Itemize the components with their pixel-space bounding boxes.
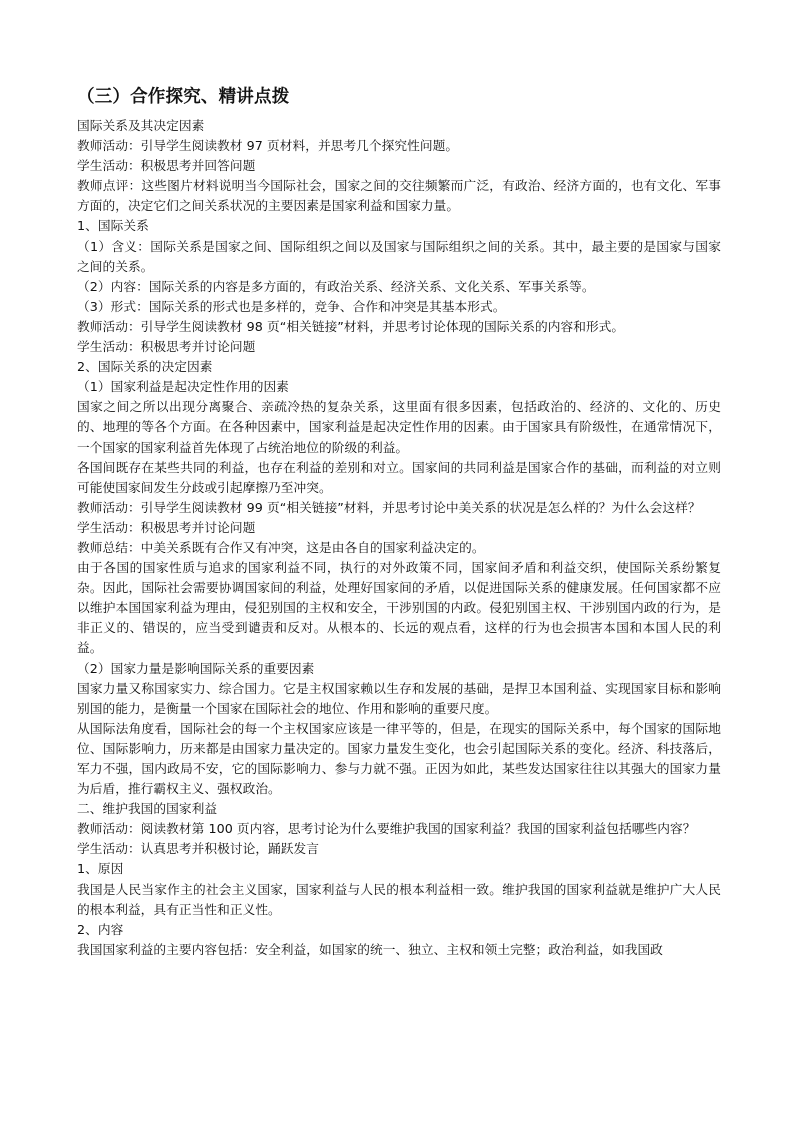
paragraph-student-activity-4: 学生活动：认真思考并积极讨论，踊跃发言 [77,841,320,857]
paragraph-teacher-comment: 教师点评：这些图片材料说明当今国际社会，国家之间的交往频繁而广泛，有政治、经济方面的，也有文化、军事方面的，决定它们之间关系状况的主要因素是国家利益和国家力量。 [77,178,721,214]
paragraph-teacher-activity-4: 教师活动：阅读教材第 100 页内容，思考讨论为什么要维护我国的国家利益？我国的国家利益包括哪些内容？ [77,821,696,837]
paragraph-student-activity-3: 学生活动：积极思考并讨论问题 [77,519,256,535]
paragraph-section-two-heading: 二、维护我国的国家利益 [77,801,218,817]
document-body [77,116,721,960]
paragraph-student-activity-2: 学生活动：积极思考并讨论问题 [77,339,256,355]
paragraph-content-heading: 2、内容 [77,921,124,937]
paragraph-national-interest-body-1: 国家之间之所以出现分离聚合、亲疏冷热的复杂关系，这里面有很多因素，包括政治的、经济的、文化的、历史的、地理的等各个方面。在各种因素中，国家利益是起决定性作用的因素。由于国家具有阶级性，在通常情况下，一个国家的国家利益首先体现了占统治地位的阶级的利益。 [77,399,721,455]
paragraph-national-interest-body-2: 各国间既存在某些共同的利益，也存在利益的差别和对立。国家间的共同利益是国家合作的基础，而利益的对立则可能使国家间发生分歧或引起摩擦乃至冲突。 [77,459,721,495]
paragraph-topic-title: 国际关系及其决定因素 [77,118,205,133]
paragraph-national-interest-heading: （1）国家利益是起决定性作用的因素 [77,379,289,395]
paragraph-content: （2）内容：国际关系的内容是多方面的，有政治关系、经济关系、文化关系、军事关系等。 [77,278,595,294]
paragraph-reason-body: 我国是人民当家作主的社会主义国家，国家利益与人民的根本利益相一致。维护我国的国家利益就是维护广大人民的根本利益，具有正当性和正义性。 [77,881,721,917]
paragraph-teacher-activity-3: 教师活动：引导学生阅读教材 99 页“相关链接”材料，并思考讨论中美关系的状况是怎么样的？为什么会这样？ [77,499,701,515]
paragraph-national-power-body-2: 从国际法角度看，国际社会的每一个主权国家应该是一律平等的，但是，在现实的国际关系中，每个国家的国际地位、国际影响力，历来都是由国家力量决定的。国家力量发生变化，也会引起国际关系的变化。经济、科技落后，军力不强，国内政局不安，它的国际影响力、参与力就不强。正因为如此，某些发达国家往往以其强大的国家力量为后盾，推行霸权主义、强权政治。 [77,720,721,797]
paragraph-national-interest-body-3: 由于各国的国家性质与追求的国家利益不同，执行的对外政策不同，国家间矛盾和利益交织，使国际关系纷繁复杂。因此，国际社会需要协调国家间的利益，处理好国家间的矛盾，以促进国际关系的健康发展。任何国家都不应以维护本国国家利益为理由，侵犯别国的主权和安全，干涉别国的内政。侵犯别国主权、干涉别国内政的行为，是非正义的、错误的，应当受到谴责和反对。从根本的、长远的观点看，这样的行为也会损害本国和本国人民的利益。 [77,560,721,656]
paragraph-teacher-activity-2: 教师活动：引导学生阅读教材 98 页“相关链接”材料，并思考讨论体现的国际关系的内容和形式。 [77,318,625,334]
paragraph-student-activity-1: 学生活动：积极思考并回答问题 [77,158,256,174]
paragraph-content-body: 我国国家利益的主要内容包括：安全利益，如国家的统一、独立、主权和领土完整；政治利益，如我国政 [77,941,663,957]
paragraph-subheading-international-relations: 1、国际关系 [77,218,149,234]
paragraph-national-power-body-1: 国家力量又称国家实力、综合国力。它是主权国家赖以生存和发展的基础，是捍卫本国利益、实现国家目标和影响别国的能力，是衡量一个国家在国际社会的地位、作用和影响的重要尺度。 [77,680,721,716]
paragraph-teacher-activity-1: 教师活动：引导学生阅读教材 97 页材料，并思考几个探究性问题。 [77,138,459,154]
section-heading: （三）合作探究、精讲点拨 [77,87,290,107]
paragraph-teacher-summary: 教师总结：中美关系既有合作又有冲突，这是由各自的国家利益决定的。 [77,539,485,555]
paragraph-reason-heading: 1、原因 [77,861,124,877]
document-page [77,84,721,960]
paragraph-national-power-heading: （2）国家力量是影响国际关系的重要因素 [77,660,315,676]
paragraph-definition: （1）含义：国际关系是国家之间、国际组织之间以及国家与国际组织之间的关系。其中，最主要的是国家与国家之间的关系。 [77,238,721,274]
paragraph-subheading-determinants: 2、国际关系的决定因素 [77,359,213,375]
paragraph-forms: （3）形式：国际关系的形式也是多样的，竞争、合作和冲突是其基本形式。 [77,298,506,314]
